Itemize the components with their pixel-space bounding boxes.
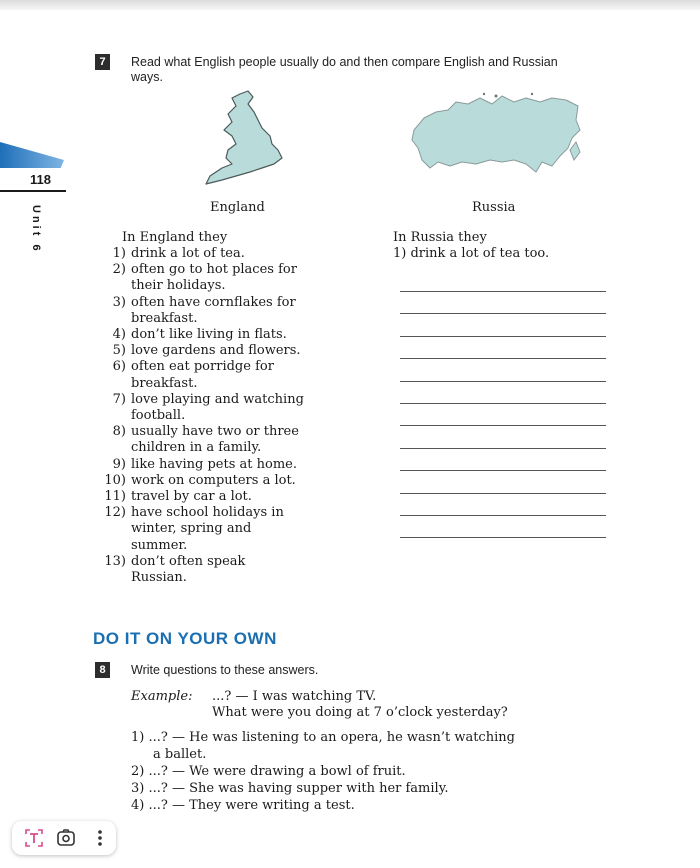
item-text: love gardens and flowers. [131, 343, 301, 359]
answer-blank-line[interactable] [400, 515, 606, 516]
item-text: don’t often speak [131, 553, 246, 569]
england-item-continuation [96, 570, 187, 586]
exercise-8-item: 2) ...? — We were drawing a bowl of fruit. [131, 764, 406, 779]
item-number: 11) [104, 489, 126, 504]
russia-intro: In Russia they [393, 230, 487, 245]
item-text: football. [131, 408, 186, 423]
england-item [96, 343, 301, 359]
england-item [96, 246, 245, 262]
instruction-line-2: ways. [131, 70, 163, 84]
answer-blank-line[interactable] [400, 403, 606, 404]
answer-blank-line[interactable] [400, 381, 606, 382]
answer-blank-line[interactable] [400, 336, 606, 337]
england-item-continuation [96, 311, 197, 327]
answer-blank-line[interactable] [400, 313, 606, 314]
caption-england: England [210, 200, 265, 215]
item-text: work on computers a lot. [131, 472, 296, 488]
page-number-rule [0, 190, 66, 192]
answer-blank-line[interactable] [400, 291, 606, 292]
england-item [96, 473, 296, 489]
answer-blank-line[interactable] [400, 358, 606, 359]
england-item [96, 295, 296, 311]
exercise-8-item: 3) ...? — She was having supper with her family. [131, 781, 449, 796]
item-text: Russian. [131, 570, 187, 585]
exercise-7-badge: 7 [95, 54, 110, 70]
more-vertical-icon[interactable] [90, 828, 110, 848]
england-item [96, 554, 245, 570]
item-text: often go to hot places for [131, 262, 297, 278]
answer-blank-line[interactable] [400, 493, 606, 494]
england-item [96, 489, 252, 505]
item-number: 9) [112, 456, 126, 472]
item-text: often have cornflakes for [131, 294, 296, 310]
item-text: usually have two or three [131, 424, 299, 440]
england-item [96, 392, 304, 408]
england-item-continuation [96, 376, 197, 392]
exercise-8-instruction: Write questions to these answers. [131, 663, 319, 677]
example-line-1: ...? — I was watching TV. [212, 689, 377, 704]
example-line-2: What were you doing at 7 o’clock yesterday? [212, 705, 508, 720]
item-text: don’t like living in flats. [131, 327, 287, 342]
item-text: have school holidays in [131, 505, 284, 521]
item-number: 5) [112, 343, 126, 359]
item-text: summer. [131, 537, 188, 553]
answer-blank-line[interactable] [400, 425, 606, 426]
item-text: drink a lot of tea. [131, 246, 245, 261]
england-intro: In England they [122, 230, 228, 245]
item-number: 7) [112, 391, 126, 407]
answer-blank-line[interactable] [400, 448, 606, 449]
floating-toolbar [12, 821, 116, 855]
item-number: 6) [112, 359, 126, 375]
england-item [96, 505, 284, 521]
item-number: 1) [112, 246, 126, 261]
item-number: 3) [112, 294, 126, 310]
exercise-8-badge: 8 [95, 662, 110, 678]
england-item [96, 359, 274, 375]
item-text: breakfast. [131, 310, 198, 326]
section-title: DO IT ON YOUR OWN [93, 629, 277, 648]
item-number: 12) [104, 505, 126, 521]
unit-label: Unit 6 [30, 205, 42, 254]
answer-blank-line[interactable] [400, 470, 606, 471]
lens-search-icon[interactable] [56, 828, 76, 848]
item-number: 13) [104, 553, 126, 569]
england-item [96, 424, 299, 440]
england-item-continuation [96, 408, 185, 424]
england-item-continuation [96, 538, 187, 554]
russia-map [410, 90, 584, 182]
text-recognition-icon[interactable] [24, 828, 44, 848]
russia-item-1: 1) drink a lot of tea too. [393, 246, 550, 261]
england-item [96, 457, 297, 473]
item-number: 8) [112, 424, 126, 440]
england-map [198, 88, 290, 186]
item-number: 10) [104, 472, 126, 488]
item-text: winter, spring and [131, 521, 252, 537]
england-item [96, 262, 297, 278]
exercise-8-item: 1) ...? — He was listening to an opera, he wasn’t watching [131, 730, 515, 745]
item-number: 4) [112, 327, 126, 342]
england-item [96, 327, 287, 343]
england-item-continuation [96, 440, 261, 456]
item-text: breakfast. [131, 375, 198, 391]
item-text: children in a family. [131, 440, 262, 456]
caption-russia: Russia [472, 200, 516, 215]
item-text: often eat porridge for [131, 359, 274, 375]
item-number: 2) [112, 262, 126, 278]
england-item-continuation [96, 521, 251, 537]
example-label: Example: [131, 689, 193, 704]
answer-blank-line[interactable] [400, 537, 606, 538]
item-text: love playing and watching [131, 391, 304, 407]
england-item-continuation [96, 278, 226, 294]
page-number: 118 [30, 172, 51, 187]
item-text: their holidays. [131, 278, 226, 294]
item-text: like having pets at home. [131, 456, 297, 472]
top-bar [0, 0, 700, 10]
instruction-line-1: Read what English people usually do and then compare English and Russian [131, 55, 558, 69]
exercise-7-instruction [131, 55, 558, 85]
item-text: travel by car a lot. [131, 489, 252, 504]
exercise-8-item: 4) ...? — They were writing a test. [131, 798, 355, 813]
exercise-8-item-continuation: a ballet. [153, 747, 207, 762]
